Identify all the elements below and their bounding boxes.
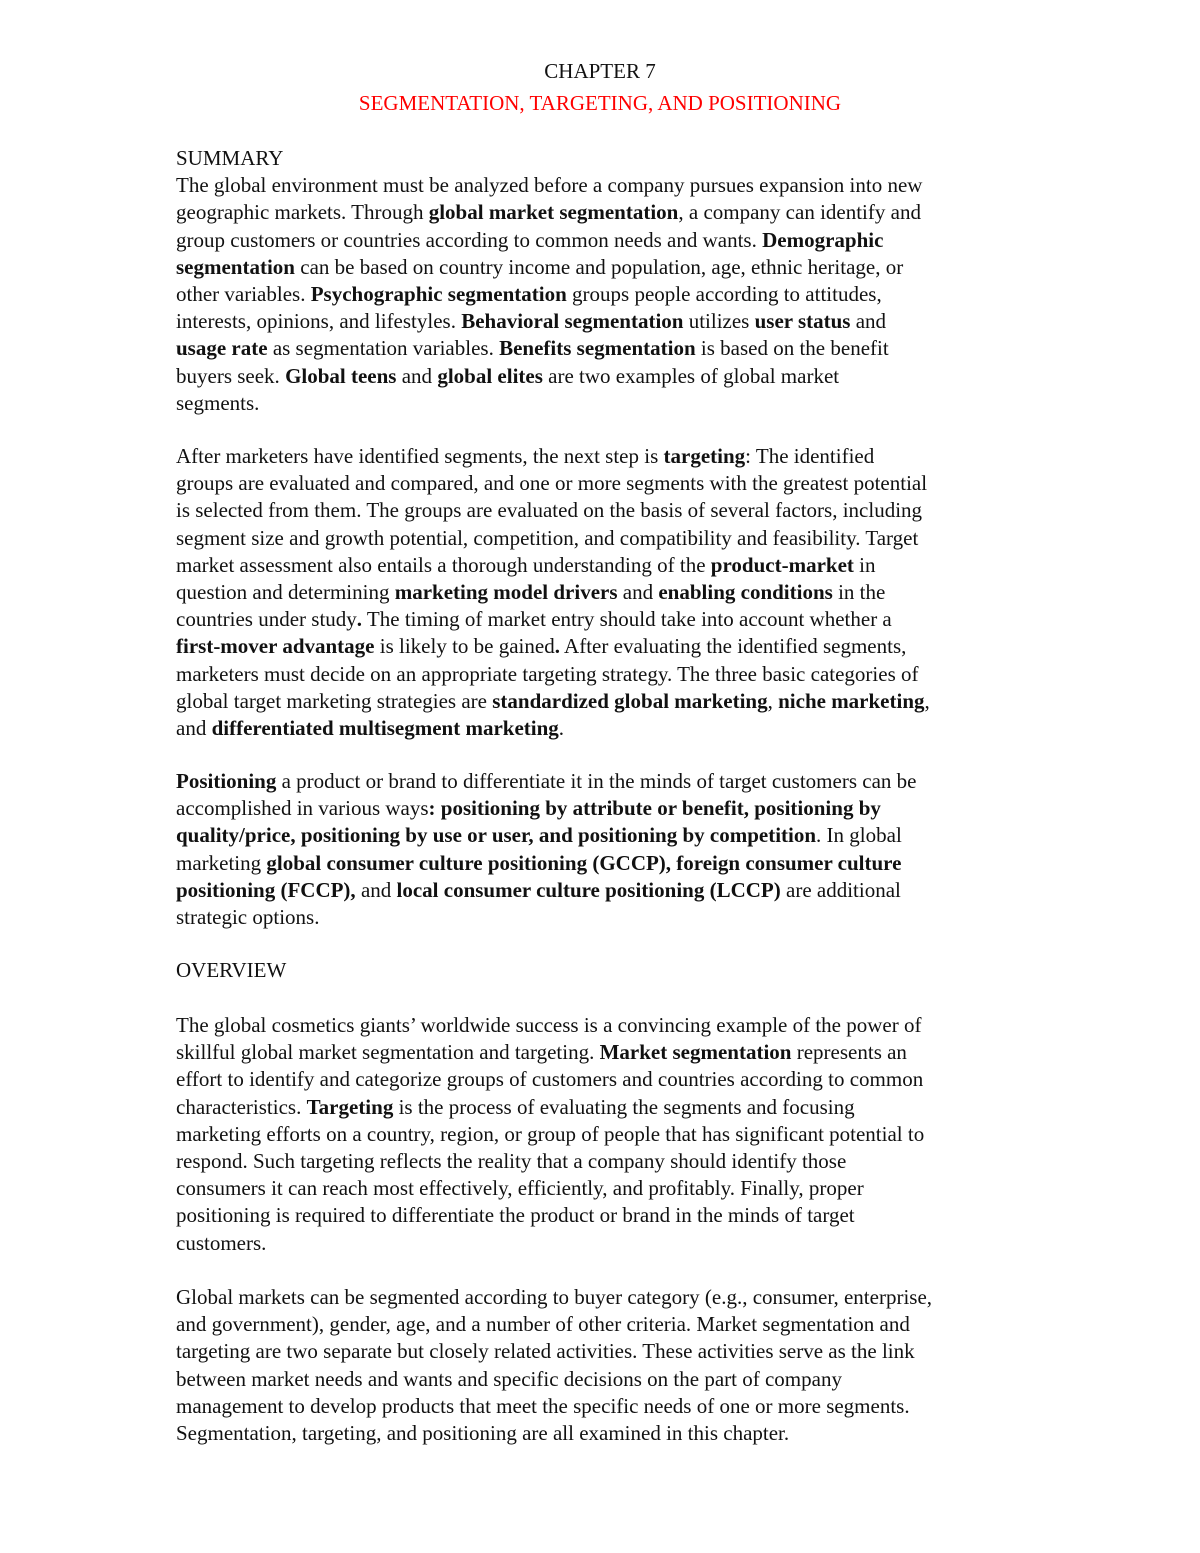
bold-term: Behavioral segmentation — [461, 309, 684, 334]
text-run: segments. — [176, 390, 260, 415]
text-line — [176, 1230, 1056, 1257]
text-run: is likely to be gained — [374, 634, 555, 659]
text-line — [176, 172, 1056, 199]
text-run: groups people according to attitudes, — [566, 281, 882, 306]
text-line — [176, 1066, 1056, 1093]
text-line — [176, 795, 1056, 822]
text-line — [176, 850, 1056, 877]
text-line — [176, 1039, 1056, 1066]
bold-term: enabling conditions — [658, 579, 833, 604]
bold-term: Targeting — [306, 1094, 394, 1119]
text-line — [176, 254, 1056, 281]
text-run: a product or brand to differentiate it in the minds of target customers can be — [276, 769, 917, 793]
text-run: The global environment must be analyzed before a company pursues expansion into new — [176, 173, 923, 198]
bold-term: first-mover advantage — [176, 634, 375, 659]
chapter-title: CHAPTER 7 — [544, 59, 656, 83]
text-line — [176, 308, 1056, 335]
bold-term: global market segmentation — [428, 200, 679, 225]
text-line — [176, 877, 1056, 904]
text-line — [176, 1012, 1056, 1039]
text-line — [176, 768, 1056, 795]
text-run: Global markets can be segmented according to buyer category (e.g., consumer, enterprise, — [176, 1285, 933, 1309]
text-line — [176, 661, 1056, 688]
text-line — [176, 1175, 1056, 1202]
text-run: The global cosmetics giants’ worldwide success is a convincing example of the power of — [176, 1013, 922, 1037]
bold-term: : positioning by attribute or benefit, positioning by — [428, 796, 881, 821]
text-run: in the — [832, 579, 886, 604]
text-run: in — [853, 552, 876, 577]
bold-term: Market segmentation — [599, 1040, 792, 1065]
text-run: Segmentation, targeting, and positioning are all examined in this chapter. — [176, 1420, 790, 1445]
text-run: market assessment also entails a thorough understanding of the — [176, 552, 711, 577]
text-run: customers. — [176, 1230, 267, 1255]
text-line — [176, 443, 1056, 470]
text-run: accomplished in various ways — [176, 796, 429, 821]
text-run: marketing efforts on a country, region, or group of people that has significant potential to — [176, 1121, 925, 1146]
bold-term: Benefits segmentation — [499, 336, 696, 361]
text-line — [176, 1338, 1056, 1365]
text-run: and — [396, 363, 438, 388]
text-run: question and determining — [176, 579, 395, 604]
summary-section — [176, 145, 1056, 417]
text-run: are additional — [780, 877, 901, 902]
text-run: and — [617, 579, 659, 604]
bold-term: positioning (FCCP), — [176, 877, 356, 902]
text-run: characteristics. — [176, 1094, 307, 1119]
summary-heading: SUMMARY — [176, 146, 284, 170]
text-line — [176, 1148, 1056, 1175]
text-run: , — [924, 688, 930, 713]
text-line — [176, 525, 1056, 552]
text-line — [176, 470, 1056, 497]
text-line — [176, 363, 1056, 390]
bold-term: Positioning — [176, 769, 277, 793]
bold-term: standardized global marketing — [492, 688, 768, 713]
text-run: buyers seek. — [176, 363, 286, 388]
summary-paragraph-3 — [176, 768, 1056, 931]
text-line — [176, 633, 1056, 660]
bold-term: marketing model drivers — [394, 579, 618, 604]
overview-heading: OVERVIEW — [176, 958, 287, 982]
bold-term: global elites — [437, 363, 543, 388]
chapter-subtitle: SEGMENTATION, TARGETING, AND POSITIONING — [358, 91, 842, 115]
text-run: is based on the benefit — [695, 336, 889, 361]
text-line — [176, 1420, 1056, 1447]
text-line — [176, 497, 1056, 524]
text-run: and — [850, 309, 887, 334]
text-run: can be based on country income and population, age, ethnic heritage, or — [295, 254, 904, 279]
text-run: between market needs and wants and specific decisions on the part of company — [176, 1366, 842, 1391]
text-line — [176, 1366, 1056, 1393]
bold-term: user status — [754, 309, 851, 334]
text-run: countries under study — [176, 607, 357, 632]
text-run: After evaluating the identified segments, — [559, 634, 907, 659]
text-line — [176, 715, 1056, 742]
bold-term: quality/price, positioning by use or user, and positioning by competition — [176, 823, 817, 848]
text-run: skillful global market segmentation and targeting. — [176, 1040, 600, 1065]
text-run: strategic options. — [176, 904, 320, 929]
text-run: marketers must decide on an appropriate targeting strategy. The three basic categories of — [176, 661, 919, 686]
text-run: consumers it can reach most effectively, efficiently, and profitably. Finally, proper — [176, 1176, 864, 1201]
text-run: interests, opinions, and lifestyles. — [176, 309, 462, 334]
text-run: geographic markets. Through — [176, 200, 429, 225]
text-run: utilizes — [683, 309, 755, 334]
text-line — [176, 606, 1056, 633]
bold-term: . — [554, 634, 560, 659]
bold-term: targeting — [663, 444, 746, 468]
text-line — [176, 822, 1056, 849]
text-line — [176, 1393, 1056, 1420]
bold-term: Global teens — [285, 363, 397, 388]
bold-term: Psychographic segmentation — [310, 281, 567, 306]
text-run: groups are evaluated and compared, and one or more segments with the greatest potential — [176, 471, 928, 496]
text-run: positioning is required to differentiate the product or brand in the minds of target — [176, 1203, 855, 1228]
bold-term: usage rate — [176, 336, 268, 361]
text-run: other variables. — [176, 281, 311, 306]
bold-term: niche marketing — [778, 688, 925, 713]
bold-term: segmentation — [176, 254, 295, 279]
text-run: The timing of market entry should take into account whether a — [362, 607, 892, 632]
text-run: are two examples of global market — [542, 363, 840, 388]
text-run: global target marketing strategies are — [176, 688, 493, 713]
text-line — [176, 199, 1056, 226]
text-run: . — [558, 715, 565, 740]
text-line — [176, 1311, 1056, 1338]
bold-term: differentiated multisegment marketing — [211, 715, 559, 740]
text-run: and — [355, 877, 397, 902]
bold-term: local consumer culture positioning (LCCP) — [396, 877, 781, 902]
text-line — [176, 281, 1056, 308]
bold-term: Demographic — [762, 227, 884, 252]
text-line — [176, 1094, 1056, 1121]
text-run: effort to identify and categorize groups of customers and countries according to common — [176, 1067, 924, 1092]
text-line — [176, 390, 1056, 417]
overview-section — [176, 957, 1056, 984]
text-run: group customers or countries according to common needs and wants. — [176, 227, 763, 252]
text-run: targeting are two separate but closely related activities. These activities serve as the link — [176, 1339, 915, 1364]
text-run: and — [176, 715, 212, 740]
summary-paragraph-2 — [176, 443, 1056, 742]
text-run: . In global — [816, 823, 902, 848]
summary-paragraph-1 — [176, 172, 1056, 417]
bold-term: product-market — [710, 552, 854, 577]
overview-paragraph-1 — [176, 1012, 1056, 1257]
text-run: respond. Such targeting reflects the reality that a company should identify those — [176, 1148, 847, 1173]
text-run: is selected from them. The groups are evaluated on the basis of several factors, including — [176, 498, 923, 523]
text-run: : The identified — [745, 444, 875, 468]
text-line — [176, 227, 1056, 254]
bold-term: global consumer culture positioning (GCCP), foreign consumer culture — [266, 850, 902, 875]
text-run: represents an — [791, 1040, 907, 1065]
bold-term: . — [356, 607, 363, 632]
text-line — [176, 904, 1056, 931]
text-line — [176, 552, 1056, 579]
text-run: as segmentation variables. — [267, 336, 500, 361]
text-run: , — [767, 688, 779, 713]
text-run: marketing — [176, 850, 267, 875]
text-run: and government), gender, age, and a number of other criteria. Market segmentation and — [176, 1312, 910, 1337]
text-line — [176, 1202, 1056, 1229]
text-line — [176, 1284, 1056, 1311]
text-line — [176, 335, 1056, 362]
text-line — [176, 579, 1056, 606]
text-line — [176, 688, 1056, 715]
text-line — [176, 1121, 1056, 1148]
text-run: is the process of evaluating the segments and focusing — [393, 1094, 855, 1119]
text-run: management to develop products that meet the specific needs of one or more segments. — [176, 1393, 910, 1418]
text-run: , a company can identify and — [678, 200, 921, 225]
text-run: segment size and growth potential, competition, and compatibility and feasibility. Target — [176, 525, 919, 550]
text-run: After marketers have identified segments, the next step is — [176, 444, 664, 468]
overview-paragraph-2 — [176, 1284, 1056, 1447]
